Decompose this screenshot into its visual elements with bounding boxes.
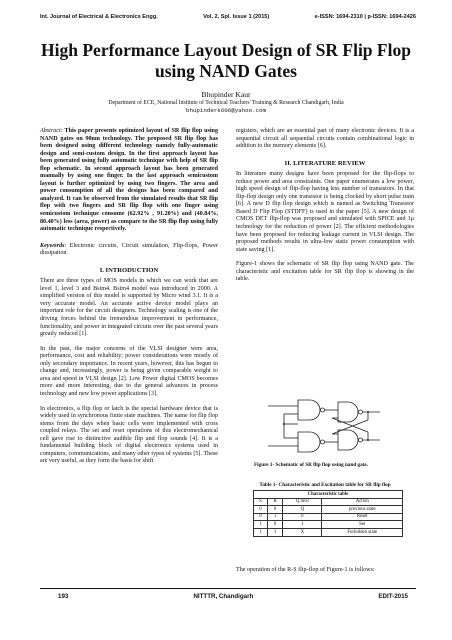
table-row — [254, 506, 403, 514]
author-affiliation: Department of ECE, National Institute of Technical Teachers' Training & Research Chandigarh, India — [108, 100, 344, 106]
table-cell: 0 — [254, 513, 268, 521]
author-email[interactable]: bhupinderk606@yahoo.com — [185, 107, 266, 114]
table-row — [254, 521, 403, 529]
keywords-text: : Electronic circuits, Circuit simulation, Flip-flops, Power dissipation. — [40, 242, 218, 257]
page-number: 193 — [58, 593, 69, 600]
literature-paragraph: In literature many designs have been proposed for the flip-flops to reduce power and area constraints. One paper enumerates a low power, high speed design of flip-flop having less number of transistors. In that flip-flop design only one transistor is being clocked by short pulse train [6]. A new D flip flop design which is named as Switching Transistor Based D Flip Flop (STDFF) is used in the paper [5]. A new design of CMOS DET flip-flop was proposed and simulated with SPICE and 1μ technology for the reduction of power [2]. The efficient methodologies have been proposed for reducing leakage current in VLSI design. The proposed methods results in ultra-low static power consumption with state saving [1]. — [236, 171, 414, 253]
author-name: Bhupinder Kaur — [201, 90, 251, 99]
table-cell: previous state — [322, 506, 403, 514]
table-cell: 1 — [283, 521, 322, 529]
footer-divider — [40, 588, 416, 589]
table-cell: 1 — [267, 528, 282, 536]
left-column — [40, 128, 218, 473]
volume-info: Vol. 2, Spl. Issue 1 (2015) — [203, 14, 270, 20]
operation-paragraph: The operation of the R-S flip-flop of Figure-1 is follows: — [236, 567, 375, 573]
abstract-lead: Abstract: — [40, 128, 63, 134]
table-cell: 0 — [254, 506, 268, 514]
column-header: R — [267, 498, 282, 506]
table-row — [254, 528, 403, 536]
characteristic-table — [253, 490, 403, 537]
table-cell: 1 — [267, 513, 282, 521]
table-cell: Forbidden state — [322, 528, 403, 536]
table-cell: X — [283, 528, 322, 536]
section-heading-introduction: I. INTRODUCTION — [99, 266, 159, 274]
table-title: Characteristic table — [254, 491, 403, 499]
footer-edition: EDIT-2015 — [378, 593, 408, 600]
issn-info: e-ISSN: 1694-2310 | p-ISSN: 1694-2426 — [314, 14, 416, 20]
keywords — [40, 243, 218, 258]
table-caption: Table 1- Characteristic and Excitation table for SR flip flop — [259, 482, 391, 488]
table-cell: 0 — [267, 506, 282, 514]
abstract-text: This paper presents optimized layout of SR flip flop using NAND gates on 90nm technology. The proposed SR flip flop has been designed using different technology namely fully-automatic design and semi-custom design. In the first approach layout has been generated using fully automatic technique with help of SR flip flop schematic. In second approach layout has been generated manually by using one finger. In the last approach semicustom layout is further optimized by using two fingers. The area and power consumption of all the designs has been compared and analyzed. It can be observed from the simulated results that SR flip flop with two fingers and SR flip flop with one finger using semicustom technique consume (62.92% , 91.20%) and (40.84%, 80.40%) less (area, power) as compare to the SR flip flop using fully automatic technique respectively. — [40, 128, 218, 233]
section-heading-literature: II. LITERATURE REVIEW — [284, 159, 366, 167]
table-header-row — [254, 498, 403, 506]
table-cell: Q — [283, 506, 322, 514]
table-cell: Reset — [322, 513, 403, 521]
literature-paragraph: Figure-1 shows the schematic of SR flip flop using NAND gate. The characteristic and excitation table for SR flip flop is showing in the table. — [236, 261, 414, 283]
sr-flip-flop-schematic — [258, 384, 388, 470]
table-cell: 1 — [254, 528, 268, 536]
table-cell: 1 — [254, 521, 268, 529]
table-cell: 0 — [267, 521, 282, 529]
table-cell: 0 — [283, 513, 322, 521]
right-column — [236, 128, 414, 291]
intro-continuation: registers, which are an essential part of many electronic devices. It is a sequential circuit all sequential circuits contain combinational logic in addition to the memory elements [6]. — [236, 128, 414, 150]
intro-paragraph: In the past, the major concerns of the VLSI designer were area, performance, cost and reliability; power considerations were mostly of only secondary importance. In recent years, however, this has begun to change and, increasingly, power is being given comparable weight to area and speed in VLSI design [2]. Low Power digital CMOS becomes more and more interesting, due to the general advances in process technology and new low power applications [3]. — [40, 345, 218, 397]
footer-publisher: NITTTR, Chandigarh — [193, 593, 254, 600]
intro-paragraph: In electronics, a flip flop or latch is the special hardware device that is widely used in synchronous finite state machines. The name for flip flop stems from the days when basic cells were implemented with cross coupled relays. The set and reset operations of this electromechanical cell gave rise to distinctive audible flip and flop sounds [4]. It is a fundamental building block of digital electronics systems used in computers, communications, and many other types of systems [5]. These are very useful, as they form the basis for shift — [40, 405, 218, 465]
intro-paragraph: There are three types of MOS models in which we can work that are level 1, level 3 and Bsim4. Bsim4 model was introduced in 2000. A simplified version of this model is supported by Micro wind 3.1. It is a very accurate model. An accurate active device model plays an important role for the circuit designers. Technology scaling is one of the driving forces behind the tremendous improvement in performance, functionality, and power in integrated circuits over the past several years greatly reduced [1]. — [40, 278, 218, 338]
running-header — [40, 14, 416, 24]
page-footer — [58, 593, 408, 600]
column-header: Q next — [283, 498, 322, 506]
figure-caption: Figure 1- Schematic of SR flip flop using nand gate. — [252, 462, 412, 468]
table-row — [254, 513, 403, 521]
journal-name: Int. Journal of Electrical & Electronics Engg. — [40, 14, 158, 20]
abstract — [40, 128, 218, 234]
table-cell: Set — [322, 521, 403, 529]
paper-title: High Performance Layout Design of SR Flip Flop using NAND Gates — [41, 40, 411, 81]
column-header: S — [254, 498, 268, 506]
table-title-row — [254, 491, 403, 499]
column-header: Action — [322, 498, 403, 506]
keywords-lead: Keywords — [40, 242, 65, 249]
